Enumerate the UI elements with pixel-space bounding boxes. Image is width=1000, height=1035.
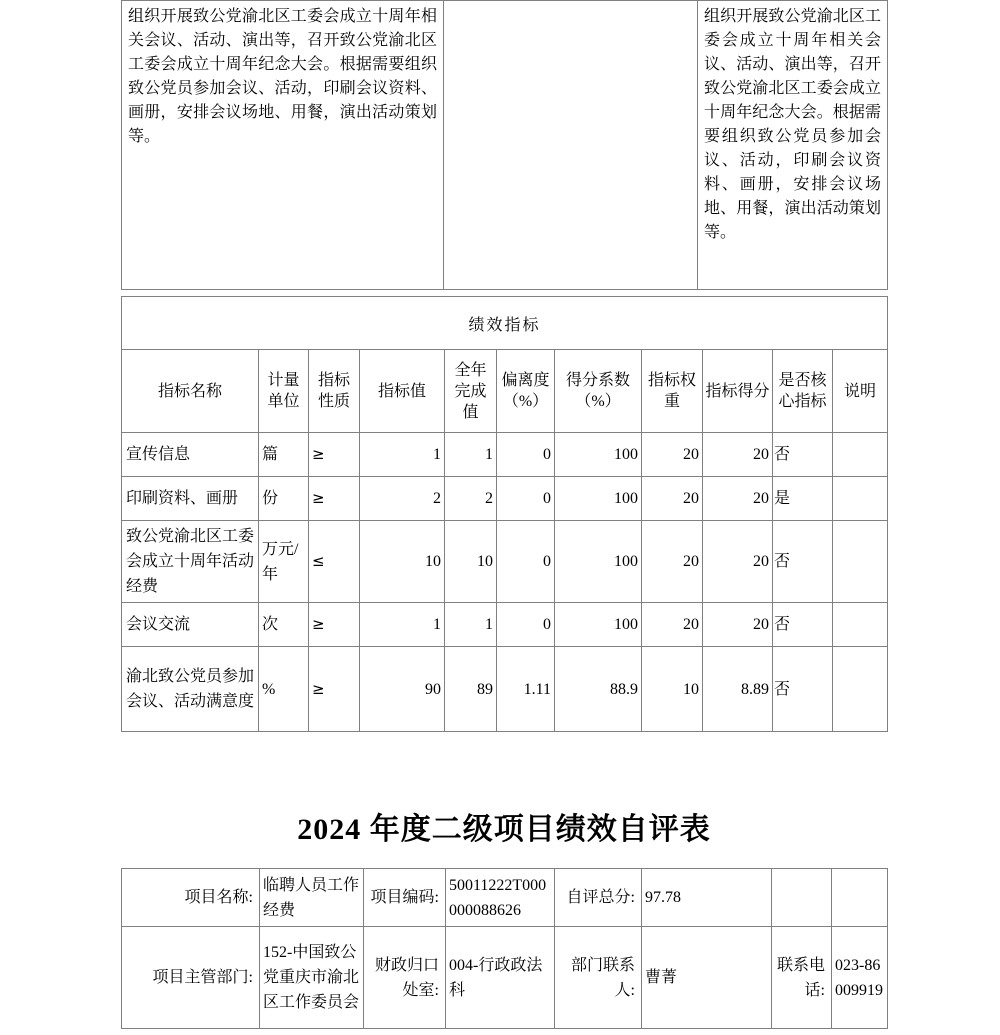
finance-office-label: 财政归口处室:: [364, 927, 446, 1029]
completed-value-cell: 1: [445, 433, 497, 477]
project-code-value: 50011222T000000088626: [446, 869, 555, 927]
unit-cell: 次: [259, 603, 309, 647]
continuation-table: [121, 0, 888, 290]
completed-value-cell: 1: [445, 603, 497, 647]
nature-cell: ≥: [309, 647, 360, 732]
contact-phone-label: 联系电话:: [772, 927, 832, 1029]
deviation-cell: 0: [497, 477, 555, 521]
indicator-section-title: 绩效指标: [122, 297, 888, 350]
score-cell: 8.89: [703, 647, 773, 732]
target-value-cell: 1: [360, 603, 445, 647]
deviation-cell: 1.11: [497, 647, 555, 732]
indicator-row: [122, 647, 888, 732]
score-coefficient-cell: 88.9: [555, 647, 642, 732]
indicator-section-row: [122, 297, 888, 350]
indicator-name-cell: 宣传信息: [122, 433, 259, 477]
core-indicator-cell: 否: [773, 647, 833, 732]
contact-person-label: 部门联系人:: [555, 927, 642, 1029]
nature-cell: ≥: [309, 477, 360, 521]
project-code-label: 项目编码:: [364, 869, 446, 927]
empty-cell: [832, 869, 888, 927]
header-core-indicator: 是否核心指标: [773, 350, 833, 433]
target-value-cell: 1: [360, 433, 445, 477]
deviation-cell: 0: [497, 521, 555, 603]
project-name-label: 项目名称:: [122, 869, 260, 927]
contact-person-value: 曹菁: [642, 927, 772, 1029]
score-cell: 20: [703, 603, 773, 647]
header-score-coefficient: 得分系数（%）: [555, 350, 642, 433]
unit-cell: 万元/年: [259, 521, 309, 603]
continuation-right-cell: 组织开展致公党渝北区工委会成立十周年相关会议、活动、演出等，召开致公党渝北区工委会成立十周年纪念大会。根据需要组织致公党员参加会议、活动，印刷会议资料、画册，安排会议场地、用餐，演出活动策划等。: [698, 1, 888, 290]
header-deviation: 偏离度（%）: [497, 350, 555, 433]
continuation-row: [122, 1, 888, 290]
unit-cell: 篇: [259, 433, 309, 477]
note-cell: [833, 647, 888, 732]
indicator-table: [121, 296, 888, 732]
weight-cell: 20: [642, 521, 703, 603]
continuation-middle-cell: [444, 1, 698, 290]
weight-cell: 10: [642, 647, 703, 732]
nature-cell: ≥: [309, 603, 360, 647]
indicator-row: [122, 521, 888, 603]
project-name-value: 临聘人员工作经费: [260, 869, 364, 927]
score-coefficient-cell: 100: [555, 477, 642, 521]
indicator-name-cell: 致公党渝北区工委会成立十周年活动经费: [122, 521, 259, 603]
indicator-row: [122, 433, 888, 477]
self-score-value: 97.78: [642, 869, 772, 927]
project-table: [121, 868, 888, 1029]
target-value-cell: 90: [360, 647, 445, 732]
core-indicator-cell: 否: [773, 603, 833, 647]
score-cell: 20: [703, 521, 773, 603]
core-indicator-cell: 否: [773, 521, 833, 603]
weight-cell: 20: [642, 477, 703, 521]
header-nature: 指标性质: [309, 350, 360, 433]
deviation-cell: 0: [497, 603, 555, 647]
self-score-label: 自评总分:: [555, 869, 642, 927]
project-row: [122, 869, 888, 927]
weight-cell: 20: [642, 603, 703, 647]
note-cell: [833, 603, 888, 647]
empty-cell: [772, 869, 832, 927]
target-value-cell: 2: [360, 477, 445, 521]
nature-cell: ≤: [309, 521, 360, 603]
completed-value-cell: 2: [445, 477, 497, 521]
core-indicator-cell: 否: [773, 433, 833, 477]
header-completed-value: 全年完成值: [445, 350, 497, 433]
note-cell: [833, 477, 888, 521]
continuation-left-cell: 组织开展致公党渝北区工委会成立十周年相关会议、活动、演出等，召开致公党渝北区工委会成立十周年纪念大会。根据需要组织致公党员参加会议、活动，印刷会议资料、画册，安排会议场地、用餐，演出活动策划等。: [122, 1, 444, 290]
supervising-department-label: 项目主管部门:: [122, 927, 260, 1029]
completed-value-cell: 10: [445, 521, 497, 603]
indicator-header-row: [122, 350, 888, 433]
target-value-cell: 10: [360, 521, 445, 603]
header-weight: 指标权重: [642, 350, 703, 433]
nature-cell: ≥: [309, 433, 360, 477]
score-coefficient-cell: 100: [555, 433, 642, 477]
project-row: [122, 927, 888, 1029]
header-score: 指标得分: [703, 350, 773, 433]
unit-cell: 份: [259, 477, 309, 521]
completed-value-cell: 89: [445, 647, 497, 732]
weight-cell: 20: [642, 433, 703, 477]
header-note: 说明: [833, 350, 888, 433]
supervising-department-value: 152-中国致公党重庆市渝北区工作委员会: [260, 927, 364, 1029]
score-coefficient-cell: 100: [555, 521, 642, 603]
score-coefficient-cell: 100: [555, 603, 642, 647]
indicator-row: [122, 477, 888, 521]
header-unit: 计量单位: [259, 350, 309, 433]
indicator-row: [122, 603, 888, 647]
header-indicator-name: 指标名称: [122, 350, 259, 433]
header-target-value: 指标值: [360, 350, 445, 433]
score-cell: 20: [703, 477, 773, 521]
indicator-name-cell: 渝北致公党员参加会议、活动满意度: [122, 647, 259, 732]
unit-cell: %: [259, 647, 309, 732]
page-title: 2024 年度二级项目绩效自评表: [297, 813, 711, 846]
deviation-cell: 0: [497, 433, 555, 477]
core-indicator-cell: 是: [773, 477, 833, 521]
finance-office-value: 004-行政政法科: [446, 927, 555, 1029]
note-cell: [833, 521, 888, 603]
indicator-name-cell: 会议交流: [122, 603, 259, 647]
score-cell: 20: [703, 433, 773, 477]
note-cell: [833, 433, 888, 477]
indicator-name-cell: 印刷资料、画册: [122, 477, 259, 521]
contact-phone-value: 023-86009919: [832, 927, 888, 1029]
